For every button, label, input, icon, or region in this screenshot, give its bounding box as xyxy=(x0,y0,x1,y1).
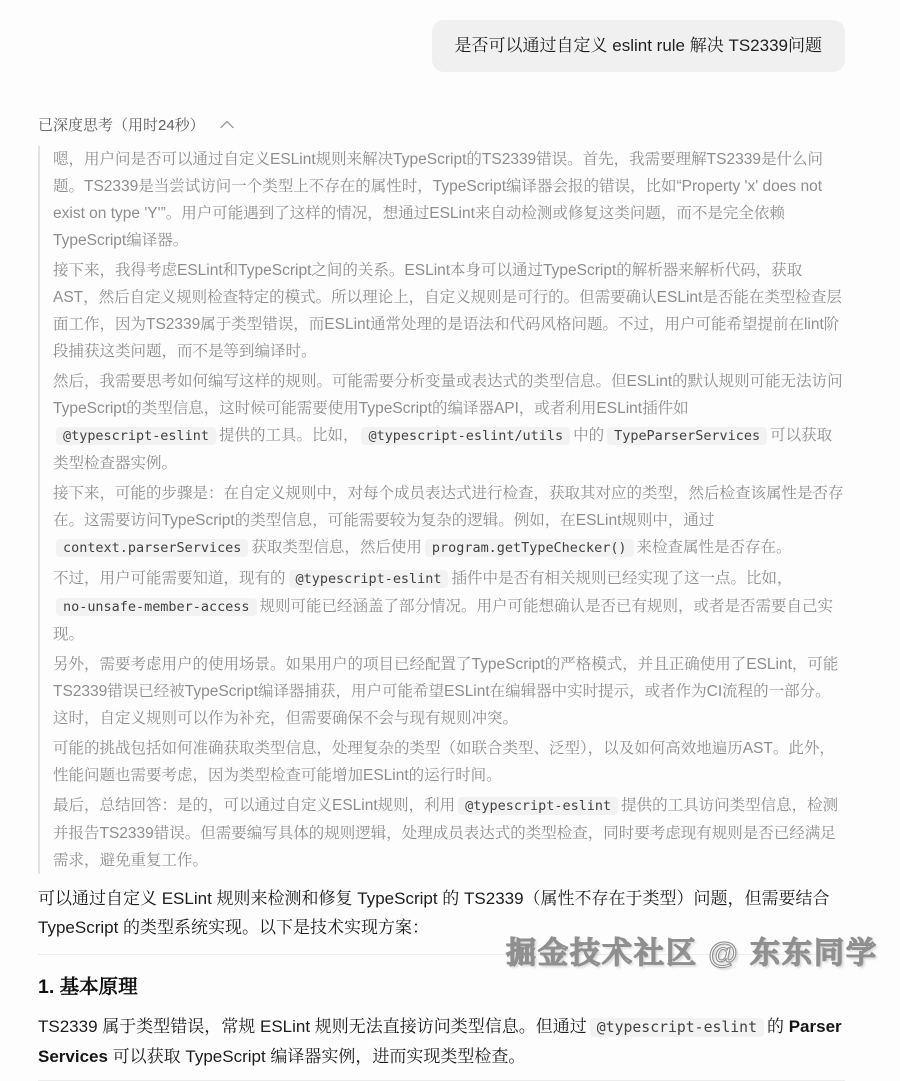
text-segment: 可能的挑战包括如何准确获取类型信息，处理复杂的类型（如联合类型、泛型），以及如何高效地遍历AST。此外，性能问题也需要考虑，因为类型检查可能增加ESLint的运行时间。 xyxy=(53,740,835,784)
user-message-row xyxy=(38,0,845,72)
thinking-content xyxy=(38,146,845,874)
inline-code: @typescript-eslint/utils xyxy=(361,427,570,445)
text-segment: 中的 xyxy=(573,427,605,444)
bold-text: Parser Services xyxy=(38,1017,842,1066)
text-segment: 另外，需要考虑用户的使用场景。如果用户的项目已经配置了TypeScript的严格模式，并且正确使用了ESLint，可能TS2339错误已经被TypeScript编译器捕获，用户可能希望ESLint在编辑器中实时提示，或者作为CI流程的一部分。这时，自定义规则可以作为补充，但需要确保不会与现有规则冲突。 xyxy=(53,656,839,727)
text-segment: 不过，用户可能需要知道，现有的 xyxy=(53,570,286,587)
text-segment: 可以通过自定义 ESLint 规则来检测和修复 TypeScript 的 TS2339（属性不存在于类型）问题，但需要结合 TypeScript 的类型系统实现。以下是技术实现方案： xyxy=(38,889,830,937)
user-message-bubble xyxy=(432,20,845,72)
thinking-paragraph xyxy=(53,735,845,789)
text-segment: 嗯，用户问是否可以通过自定义ESLint规则来解决TypeScript的TS2339错误。首先，我需要理解TS2339是什么问题。TS2339是当尝试访问一个类型上不存在的属性时，TypeScript编译器会报的错误，比如“Property 'x' does not exist on type 'Y'”。用户可能遇到了这样的情况，想通过ESLint来自动检测或修复这类问题，而不是完全依赖TypeScript编译器。 xyxy=(53,151,823,249)
text-segment: 的 xyxy=(766,1017,789,1036)
text-segment: 接下来，可能的步骤是：在自定义规则中，对每个成员表达式进行检查，获取其对应的类型，然后检查该属性是否存在。这需要访问TypeScript的类型信息，可能需要较为复杂的逻辑。例如，在ESLint规则中，通过 xyxy=(53,485,844,529)
text-segment: 规则可能已经涵盖了部分情况。用户可能想确认是否已有规则，或者是否需要自己实现。 xyxy=(53,598,834,643)
inline-code: @typescript-eslint xyxy=(289,570,449,588)
text-segment: 可以获取类型检查器实例。 xyxy=(53,427,833,472)
thinking-paragraph xyxy=(53,368,845,477)
inline-code: @typescript-eslint xyxy=(590,1018,764,1037)
watermark: 掘金技术社区 @ 东东同学 xyxy=(506,937,878,970)
inline-code: context.parserServices xyxy=(56,539,248,557)
answer-intro xyxy=(38,884,845,942)
thinking-paragraph xyxy=(53,480,845,562)
thinking-toggle-label: 已深度思考（用时24秒） xyxy=(38,117,205,134)
text-segment: 可以获取 TypeScript 编译器实例，进而实现类型检查。 xyxy=(107,1047,526,1066)
chevron-up-icon[interactable] xyxy=(220,120,234,129)
text-segment: 提供的工具。比如， xyxy=(218,427,359,444)
text-segment: 获取类型信息，然后使用 xyxy=(251,539,422,556)
user-message-text: 是否可以通过自定义 eslint rule 解决 TS2339问题 xyxy=(454,36,822,55)
inline-code: @typescript-eslint xyxy=(458,797,618,815)
text-segment: 接下来，我得考虑ESLint和TypeScript之间的关系。ESLint本身可以通过TypeScript的解析器来解析代码，获取AST，然后自定义规则检查特定的模式。所以理论上，自定义规则是可行的。但需要确认ESLint是否能在类型检查层面工作，因为TS2339属于类型错误，而ESLint通常处理的是语法和代码风格问题。不过，用户可能希望提前在lint阶段捕获这类问题，而不是等到编译时。 xyxy=(53,262,842,360)
text-segment: 来检查属性是否存在。 xyxy=(636,539,792,556)
text-segment: 插件中是否有相关规则已经实现了这一点。比如， xyxy=(451,570,793,587)
assistant-answer xyxy=(38,884,845,1081)
thinking-toggle[interactable] xyxy=(38,114,845,135)
inline-code: no-unsafe-member-access xyxy=(56,598,257,616)
inline-code: TypeParserServices xyxy=(607,427,767,445)
text-segment: 然后，我需要思考如何编写这样的规则。可能需要分析变量或表达式的类型信息。但ESLint的默认规则可能无法访问TypeScript的类型信息，这时候可能需要使用TypeScript的编译器API，或者利用ESLint插件如 xyxy=(53,373,843,417)
answer-principle-paragraph xyxy=(38,1012,845,1071)
section-divider xyxy=(38,954,845,955)
thinking-paragraph xyxy=(53,651,845,732)
text-segment: 提供的工具访问类型信息，检测并报告TS2339错误。但需要编写具体的规则逻辑，处理成员表达式的类型检查，同时要考虑现有规则是否已经满足需求，避免重复工作。 xyxy=(53,797,839,869)
text-segment: TS2339 属于类型错误，常规 ESLint 规则无法直接访问类型信息。但通过 xyxy=(38,1017,587,1036)
inline-code: program.getTypeChecker() xyxy=(425,539,634,557)
thinking-paragraph xyxy=(53,146,845,254)
section-heading: 1. 基本原理 xyxy=(38,976,138,998)
thinking-paragraph xyxy=(53,565,845,648)
thinking-paragraph xyxy=(53,257,845,365)
thinking-paragraph xyxy=(53,792,845,874)
inline-code: @typescript-eslint xyxy=(56,427,216,445)
text-segment: 最后，总结回答：是的，可以通过自定义ESLint规则，利用 xyxy=(53,797,456,814)
